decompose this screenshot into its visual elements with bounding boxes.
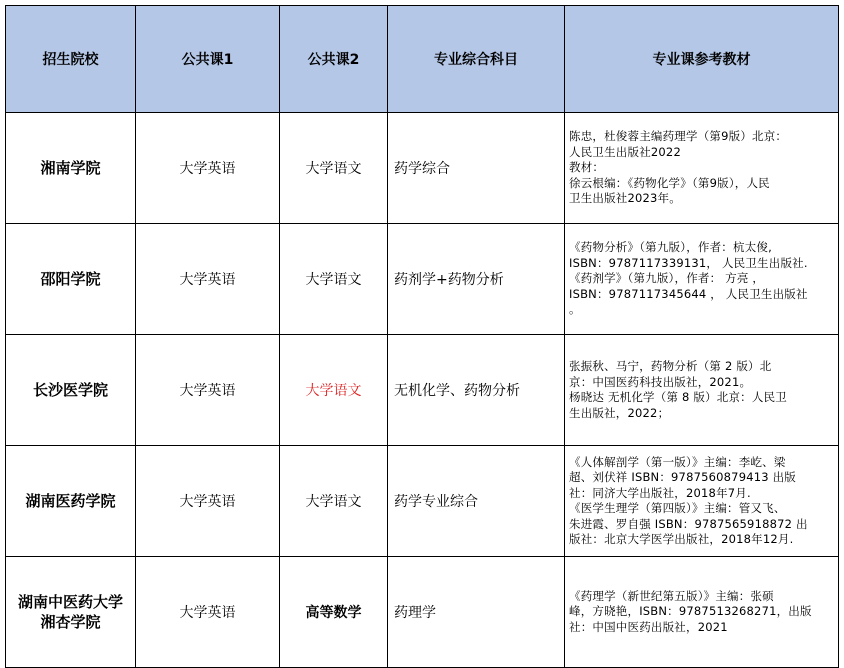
course2-cell-bold: 高等数学	[280, 557, 388, 668]
book-line: ISBN：9787117339131， 人民卫生出版社.	[569, 255, 808, 270]
book-line: 《药理学（新世纪第五版）》主编：张硕	[569, 588, 774, 603]
book-line: 卫生出版社2023年。	[569, 191, 681, 206]
book-line: 《人体解剖学（第一版）》主编：李屹、梁	[569, 454, 786, 469]
books-cell	[565, 113, 839, 224]
course2-cell-highlighted: 大学语文	[280, 335, 388, 446]
table-header-row	[6, 6, 839, 113]
subject-cell: 药理学	[388, 557, 565, 668]
book-line: 京：中国医药科技出版社，2021。	[569, 374, 752, 389]
header-books: 专业课参考教材	[565, 6, 839, 113]
book-line: 陈忠，杜俊蓉主编药理学（第9版）北京：	[569, 129, 788, 144]
table-row	[6, 446, 839, 557]
books-cell	[565, 224, 839, 335]
course1-cell: 大学英语	[136, 224, 280, 335]
header-course1: 公共课1	[136, 6, 280, 113]
table-row	[6, 557, 839, 668]
school-cell	[6, 113, 136, 224]
book-line: 《药剂学》（第九版），作者： 方亮 ，	[569, 271, 765, 286]
school-name: 湖南医药学院	[25, 492, 116, 510]
book-line: 超、刘伏祥 ISBN：9787560879413 出版	[569, 470, 797, 484]
table-row	[6, 335, 839, 446]
table-row	[6, 224, 839, 335]
school-name-line2: 湘杏学院	[40, 613, 101, 631]
course1-cell: 大学英语	[136, 446, 280, 557]
header-school: 招生院校	[6, 6, 136, 113]
books-cell	[565, 446, 839, 557]
book-line: ISBN：9787117345644 ， 人民卫生出版社	[569, 286, 808, 301]
book-line: 人民卫生出版社2022	[569, 144, 681, 159]
book-line: 社：同济大学出版社，2018年7月.	[569, 485, 751, 500]
subject-cell: 药学专业综合	[388, 446, 565, 557]
course1-cell: 大学英语	[136, 113, 280, 224]
book-line: 徐云根编：《药物化学》（第9版），人民	[569, 175, 770, 190]
books-cell	[565, 335, 839, 446]
admissions-table	[5, 5, 839, 668]
course2-cell: 大学语文	[280, 113, 388, 224]
book-line: 《医学生理学（第四版）》主编：管又飞、	[569, 501, 786, 515]
header-course2: 公共课2	[280, 6, 388, 113]
school-name: 邵阳学院	[40, 270, 101, 288]
school-name: 湘南学院	[40, 159, 101, 177]
subject-cell: 药学综合	[388, 113, 565, 224]
book-line: 杨晓达 无机化学（第 8 版）北京：人民卫	[569, 390, 787, 404]
book-line: 。	[569, 302, 581, 317]
book-line: 峰，方晓艳，ISBN：9787513268271，出版	[569, 604, 812, 619]
course1-cell: 大学英语	[136, 557, 280, 668]
books-cell	[565, 557, 839, 668]
table-row	[6, 113, 839, 224]
school-cell	[6, 446, 136, 557]
book-line: 版社：北京大学医学出版社，2018年12月.	[569, 532, 794, 546]
course2-cell: 大学语文	[280, 446, 388, 557]
school-name: 长沙医学院	[32, 381, 108, 399]
book-line: 社：中国中医药出版社，2021	[569, 619, 728, 634]
school-cell	[6, 224, 136, 335]
school-cell	[6, 557, 136, 668]
book-line: 朱进霞、罗自强 ISBN：9787565918872 出	[569, 516, 808, 531]
book-line: 教材：	[569, 160, 605, 175]
subject-cell: 药剂学+药物分析	[388, 224, 565, 335]
subject-cell: 无机化学、药物分析	[388, 335, 565, 446]
book-line: 张振秋、马宁，药物分析（第 2 版）北	[569, 359, 772, 373]
school-cell	[6, 335, 136, 446]
course2-cell: 大学语文	[280, 224, 388, 335]
book-line: 《药物分析》（第九版），作者：杭太俊,	[569, 240, 772, 255]
header-subject: 专业综合科目	[388, 6, 565, 113]
course1-cell: 大学英语	[136, 335, 280, 446]
school-name: 湖南中医药大学	[17, 593, 123, 611]
book-line: 生出版社，2022；	[569, 405, 670, 420]
